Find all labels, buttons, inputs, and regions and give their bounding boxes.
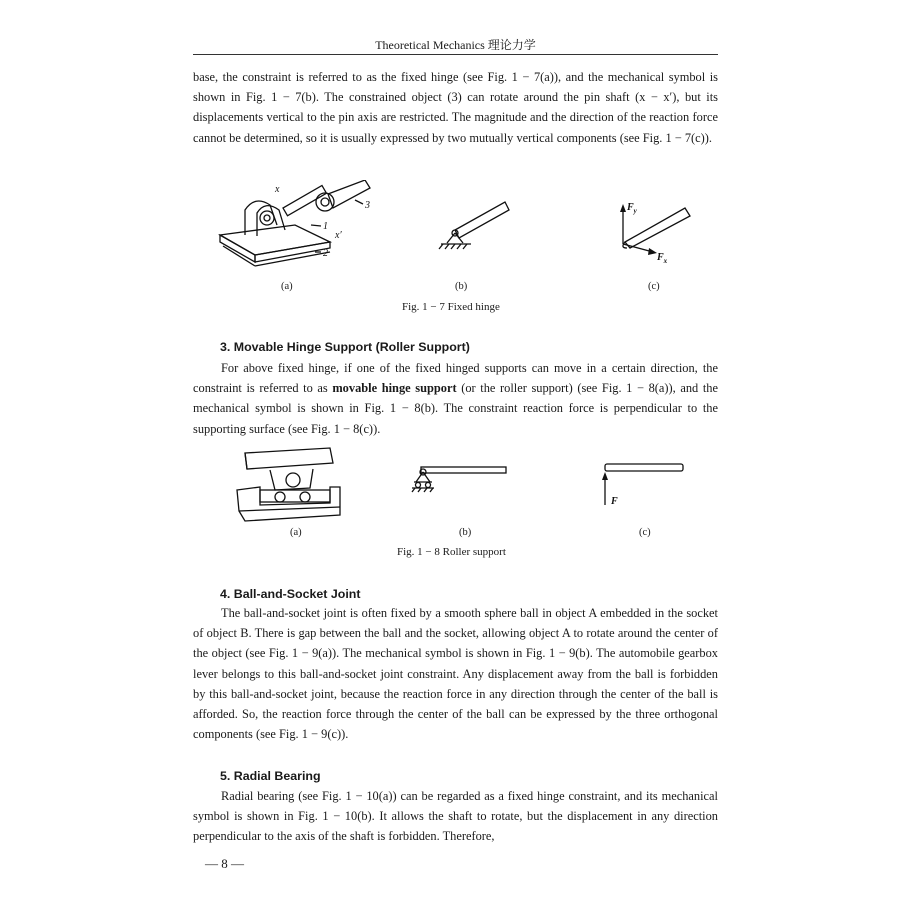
section-3-text-b: (or the roller support) (see Fig. 1 − 8(a)), and the mechanical symbol is shown in Fig. 1 − 8(b). The constraint reaction force is perpendicular to the supporting surface (see Fig. 1 − 8(c)).: [193, 381, 719, 436]
figure-1-7: [215, 180, 715, 275]
fig-1-7a-label: (a): [281, 281, 293, 292]
fig-1-8b-label: (b): [459, 527, 472, 538]
fixed-hinge-drawing: [220, 180, 370, 266]
force-fy-letter: F: [627, 202, 634, 213]
callout-3: 3: [365, 200, 370, 211]
intro-paragraph: base, the constraint is referred to as the fixed hinge (see Fig. 1 − 7(a)), and the mechanical symbol is shown in Fig. 1 − 7(b). The constrained object (3) can rotate around the pin shaft (x − x′), but its displacements vertical to the pin axis are restricted. The magnitude and the direction of the reaction force cannot be determined, so it is usually expressed by two mutually vertical components (see Fig. 1 − 7(c)).: [193, 70, 718, 145]
callout-2: 2: [323, 248, 328, 259]
callout-x: x: [275, 184, 280, 195]
fig-1-8c-label: (c): [639, 527, 651, 538]
roller-support-symbol: [412, 467, 506, 492]
roller-support-drawing: [237, 448, 340, 521]
callout-1: 1: [323, 221, 328, 232]
section-3-text-a: For above fixed hinge, if one of the fixed hinged supports can move in a certain direction, the constraint is referred to as: [193, 361, 718, 396]
figure-1-8: [235, 445, 695, 525]
section-5-heading: 5. Radial Bearing: [220, 769, 321, 783]
callout-x-prime: x′: [335, 230, 342, 241]
section-3-bold-term: movable hinge support: [332, 381, 457, 396]
fig-1-7-caption: Fig. 1 − 7 Fixed hinge: [402, 301, 500, 313]
force-fx-subscript: x: [663, 257, 668, 265]
fig-1-8a-label: (a): [290, 527, 302, 538]
fig-1-7b-label: (b): [455, 281, 468, 292]
section-3-heading: 3. Movable Hinge Support (Roller Support): [220, 340, 470, 354]
force-fy-label: [626, 202, 638, 215]
fixed-hinge-symbol: [439, 202, 509, 249]
header-rule: [193, 54, 718, 55]
running-header: Theoretical Mechanics 理论力学: [375, 38, 536, 52]
fig-1-8-caption: Fig. 1 − 8 Roller support: [397, 546, 506, 558]
page-number: — 8 —: [205, 856, 244, 871]
force-f-label: F: [611, 496, 618, 507]
force-fx-label: [656, 252, 668, 265]
force-fy-subscript: y: [633, 207, 637, 215]
section-4-heading: 4. Ball-and-Socket Joint: [220, 587, 361, 601]
section-4-paragraph: The ball-and-socket joint is often fixed by a smooth sphere ball in object A embedded in the socket of object B. There is gap between the ball and the socket, allowing object A to rotate around the center of the object (see Fig. 1 − 9(a)). The mechanical symbol is shown in Fig. 1 − 9(b). The automobile gearbox lever belongs to this ball-and-socket joint constraint. Any displacement away from the ball is forbidden by this ball-and-socket joint, because the reaction force in any direction through the center of the ball is afforded. So, the reaction force through the center of the ball can be expressed by the three orthogonal components (see Fig. 1 − 9(c)).: [193, 606, 718, 742]
force-fx-letter: F: [657, 252, 664, 263]
section-5-paragraph: Radial bearing (see Fig. 1 − 10(a)) can be regarded as a fixed hinge constraint, and its mechanical symbol is shown in Fig. 1 − 10(b). It allows the shaft to rotate, but the displacement in any direction perpendicular to the axis of the shaft is forbidden. Therefore,: [193, 789, 718, 844]
fig-1-7c-label: (c): [648, 281, 660, 292]
section-3-paragraph: [193, 358, 718, 439]
